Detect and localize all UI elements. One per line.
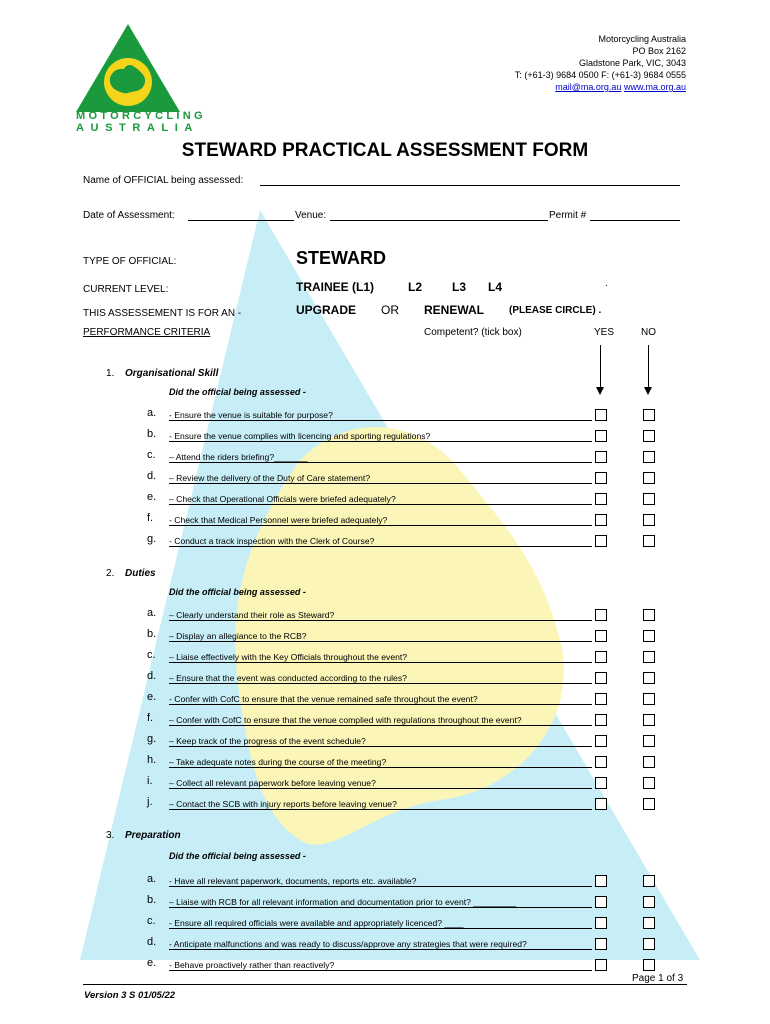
- no-checkbox[interactable]: [643, 493, 655, 505]
- no-checkbox[interactable]: [643, 875, 655, 887]
- no-checkbox[interactable]: [643, 959, 655, 971]
- criterion-letter: e.: [147, 691, 157, 703]
- renewal-option[interactable]: RENEWAL: [424, 303, 484, 317]
- criterion-underline: [169, 420, 592, 421]
- yes-column-header: YES: [594, 327, 615, 338]
- criterion-text: - Have all relevant paperwork, documents, reports etc. available?: [169, 876, 417, 886]
- criterion-letter: d.: [147, 470, 157, 482]
- yes-checkbox[interactable]: [595, 693, 607, 705]
- criterion-text: – Check that Operational Officials were briefed adequately?: [169, 494, 396, 504]
- no-checkbox[interactable]: [643, 735, 655, 747]
- current-level-label: CURRENT LEVEL:: [83, 284, 169, 295]
- criterion-underline: [169, 767, 592, 768]
- yes-checkbox[interactable]: [595, 896, 607, 908]
- criterion-text: – Attend the riders briefing?_______: [169, 452, 308, 462]
- org-email-link[interactable]: mail@ma.org.au: [555, 82, 622, 92]
- no-checkbox[interactable]: [643, 409, 655, 421]
- criterion-underline: [169, 725, 592, 726]
- yes-checkbox[interactable]: [595, 875, 607, 887]
- criterion-letter: j.: [147, 796, 153, 808]
- yes-checkbox[interactable]: [595, 430, 607, 442]
- yes-checkbox[interactable]: [595, 798, 607, 810]
- org-name: Motorcycling Australia: [598, 34, 686, 44]
- no-checkbox[interactable]: [643, 714, 655, 726]
- no-checkbox[interactable]: [643, 514, 655, 526]
- criterion-underline: [169, 949, 592, 950]
- criterion-text: – Clearly understand their role as Steward?: [169, 610, 335, 620]
- criterion-letter: e.: [147, 957, 157, 969]
- yes-checkbox[interactable]: [595, 938, 607, 950]
- criterion-letter: i.: [147, 775, 153, 787]
- permit-field[interactable]: [590, 220, 680, 221]
- level-l2[interactable]: L2: [408, 280, 423, 294]
- type-of-official-value: STEWARD: [296, 248, 386, 268]
- yes-checkbox[interactable]: [595, 451, 607, 463]
- yes-checkbox[interactable]: [595, 630, 607, 642]
- or-text: OR: [381, 303, 399, 317]
- section-number: 1.: [106, 368, 115, 379]
- no-checkbox[interactable]: [643, 451, 655, 463]
- logo-text-line2: AUSTRALIA: [76, 122, 199, 134]
- yes-checkbox[interactable]: [595, 514, 607, 526]
- criterion-underline: [169, 462, 592, 463]
- section-prompt: Did the official being assessed -: [169, 851, 306, 861]
- criterion-letter: g.: [147, 533, 157, 545]
- criterion-underline: [169, 809, 592, 810]
- criterion-underline: [169, 546, 592, 547]
- no-arrow-icon: [644, 387, 652, 395]
- criterion-letter: c.: [147, 449, 156, 461]
- yes-checkbox[interactable]: [595, 735, 607, 747]
- criterion-text: – Keep track of the progress of the event schedule?: [169, 736, 366, 746]
- criterion-underline: [169, 620, 592, 621]
- org-web-link[interactable]: www.ma.org.au: [623, 82, 686, 92]
- org-po-box: PO Box 2162: [632, 46, 686, 56]
- yes-checkbox[interactable]: [595, 777, 607, 789]
- date-label: Date of Assessment:: [83, 210, 175, 221]
- section-number: 3.: [106, 830, 115, 841]
- criterion-underline: [169, 907, 592, 908]
- criterion-underline: [169, 641, 592, 642]
- criterion-letter: b.: [147, 894, 157, 906]
- section-prompt: Did the official being assessed -: [169, 387, 306, 397]
- yes-checkbox[interactable]: [595, 493, 607, 505]
- yes-checkbox[interactable]: [595, 714, 607, 726]
- official-name-label: Name of OFFICIAL being assessed:: [83, 175, 244, 186]
- yes-checkbox[interactable]: [595, 535, 607, 547]
- venue-label: Venue:: [295, 210, 327, 221]
- criterion-text: - Behave proactively rather than reactively?: [169, 960, 335, 970]
- date-field[interactable]: [188, 220, 294, 221]
- yes-checkbox[interactable]: [595, 917, 607, 929]
- version-label: Version 3 S 01/05/22: [84, 990, 176, 1001]
- official-name-field[interactable]: [260, 185, 680, 186]
- no-checkbox[interactable]: [643, 693, 655, 705]
- no-checkbox[interactable]: [643, 472, 655, 484]
- criterion-text: – Ensure that the event was conducted according to the rules?: [169, 673, 407, 683]
- criterion-text: – Liaise effectively with the Key Officials throughout the event?: [169, 652, 408, 662]
- criterion-letter: c.: [147, 649, 156, 661]
- section-title: Preparation: [125, 830, 181, 841]
- no-checkbox[interactable]: [643, 609, 655, 621]
- performance-criteria-heading: PERFORMANCE CRITERIA: [83, 327, 211, 338]
- criterion-text: – Collect all relevant paperwork before leaving venue?: [169, 778, 376, 788]
- criterion-underline: [169, 662, 592, 663]
- no-checkbox[interactable]: [643, 630, 655, 642]
- criterion-underline: [169, 788, 592, 789]
- venue-field[interactable]: [330, 220, 548, 221]
- no-checkbox[interactable]: [643, 777, 655, 789]
- criterion-letter: a.: [147, 873, 157, 885]
- yes-checkbox[interactable]: [595, 409, 607, 421]
- criterion-letter: h.: [147, 754, 157, 766]
- page-number: Page 1 of 3: [632, 973, 684, 984]
- yes-checkbox[interactable]: [595, 672, 607, 684]
- criterion-text: – Contact the SCB with injury reports before leaving venue?: [169, 799, 397, 809]
- no-checkbox[interactable]: [643, 756, 655, 768]
- yes-checkbox[interactable]: [595, 651, 607, 663]
- criterion-letter: b.: [147, 428, 157, 440]
- no-checkbox[interactable]: [643, 798, 655, 810]
- criterion-underline: [169, 746, 592, 747]
- no-checkbox[interactable]: [643, 651, 655, 663]
- logo-text-line1: MOTORCYCLING: [76, 110, 206, 122]
- criterion-text: - Conduct a track inspection with the Clerk of Course?: [169, 536, 375, 546]
- criterion-letter: a.: [147, 607, 157, 619]
- criterion-text: - Ensure all required officials were available and appropriately licenced? ____: [169, 918, 464, 928]
- type-of-official-label: TYPE OF OFFICIAL:: [83, 256, 177, 267]
- criterion-letter: f.: [147, 512, 154, 524]
- criterion-text: – Display an allegiance to the RCB?: [169, 631, 307, 641]
- yes-checkbox[interactable]: [595, 472, 607, 484]
- no-arrow-shaft: [648, 345, 649, 387]
- no-checkbox[interactable]: [643, 896, 655, 908]
- org-address-block: [515, 33, 686, 93]
- form-title: STEWARD PRACTICAL ASSESSMENT FORM: [181, 140, 589, 161]
- section-title: Organisational Skill: [125, 368, 219, 379]
- yes-arrow-icon: [596, 387, 604, 395]
- criterion-underline: [169, 504, 592, 505]
- org-phone-fax: T: (+61-3) 9684 0500 F: (+61-3) 9684 0555: [514, 70, 686, 80]
- criterion-underline: [169, 483, 592, 484]
- yes-checkbox[interactable]: [595, 756, 607, 768]
- motorcycling-australia-logo: [74, 22, 182, 114]
- level-l4[interactable]: L4: [488, 280, 503, 294]
- criterion-letter: b.: [147, 628, 157, 640]
- criterion-underline: [169, 970, 592, 971]
- criterion-underline: [169, 928, 592, 929]
- criterion-underline: [169, 683, 592, 684]
- criterion-text: - Confer with CofC to ensure that the venue remained safe throughout the event?: [169, 694, 478, 704]
- level-l3[interactable]: L3: [452, 280, 467, 294]
- criterion-letter: e.: [147, 491, 157, 503]
- criterion-underline: [169, 886, 592, 887]
- section-prompt: Did the official being assessed -: [169, 587, 306, 597]
- level-dot: .: [605, 278, 608, 289]
- assessment-for-label: THIS ASSESSEMENT IS FOR AN -: [83, 308, 242, 319]
- criterion-underline: [169, 525, 592, 526]
- criterion-letter: g.: [147, 733, 157, 745]
- criterion-text: - Anticipate malfunctions and was ready to discuss/approve any strategies that were required?: [169, 939, 527, 949]
- criterion-text: – Confer with CofC to ensure that the venue complied with regulations throughout the event?: [169, 715, 522, 725]
- footer-divider: [83, 984, 687, 985]
- please-circle-note: (PLEASE CIRCLE) .: [509, 305, 602, 316]
- criterion-text: – Review the delivery of the Duty of Care statement?: [169, 473, 371, 483]
- criterion-text: - Check that Medical Personnel were briefed adequately?: [169, 515, 388, 525]
- no-column-header: NO: [641, 327, 656, 338]
- no-checkbox[interactable]: [643, 535, 655, 547]
- criterion-letter: d.: [147, 936, 157, 948]
- permit-label: Permit #: [549, 210, 587, 221]
- section-title: Duties: [125, 568, 156, 579]
- criterion-letter: a.: [147, 407, 157, 419]
- org-address: Gladstone Park, VIC, 3043: [578, 58, 686, 68]
- no-checkbox[interactable]: [643, 917, 655, 929]
- criterion-letter: f.: [147, 712, 154, 724]
- level-trainee[interactable]: TRAINEE (L1): [296, 280, 374, 294]
- criterion-text: – Liaise with RCB for all relevant information and documentation prior to event? _________: [169, 897, 517, 907]
- no-checkbox[interactable]: [643, 430, 655, 442]
- competent-label: Competent? (tick box): [424, 327, 522, 338]
- criterion-letter: d.: [147, 670, 157, 682]
- criterion-text: - Ensure the venue is suitable for purpose?: [169, 410, 333, 420]
- section-number: 2.: [106, 568, 115, 579]
- criterion-text: – Take adequate notes during the course of the meeting?: [169, 757, 387, 767]
- upgrade-option[interactable]: UPGRADE: [296, 303, 357, 317]
- criterion-underline: [169, 441, 592, 442]
- yes-arrow-shaft: [600, 345, 601, 387]
- yes-checkbox[interactable]: [595, 609, 607, 621]
- criterion-underline: [169, 704, 592, 705]
- criterion-letter: c.: [147, 915, 156, 927]
- criterion-text: - Ensure the venue complies with licencing and sporting regulations?: [169, 431, 431, 441]
- no-checkbox[interactable]: [643, 672, 655, 684]
- yes-checkbox[interactable]: [595, 959, 607, 971]
- no-checkbox[interactable]: [643, 938, 655, 950]
